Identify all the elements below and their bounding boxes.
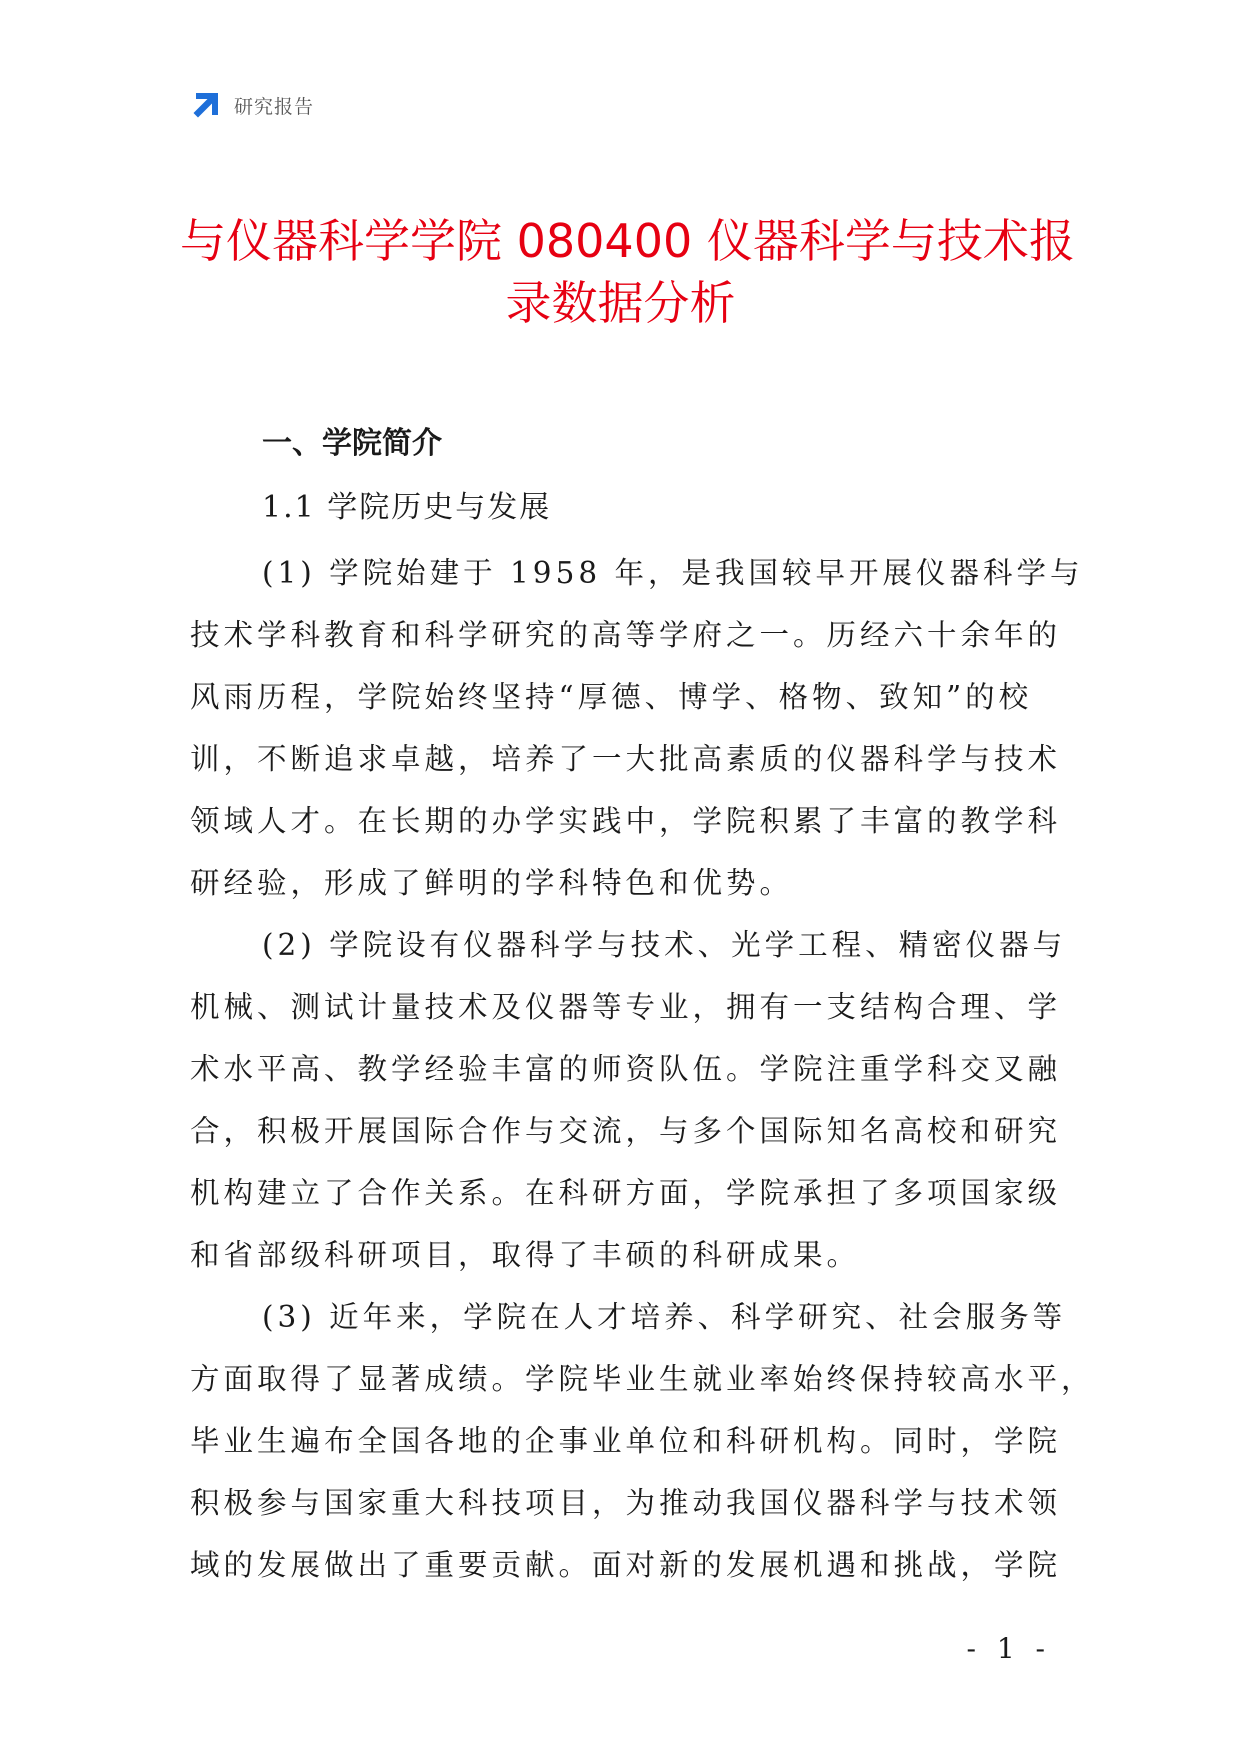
text-line: 领域人才。在长期的办学实践中，学院积累了丰富的教学科 (190, 804, 1062, 838)
title-line: 录数据分析 (505, 276, 736, 330)
text-line: 毕业生遍布全国各地的企事业单位和科研机构。同时，学院 (190, 1424, 1062, 1458)
paragraph-1 (190, 542, 1084, 914)
text-line: (1) 学院始建于 1958 年，是我国较早开展仪器科学与 (262, 556, 1084, 590)
section-heading: 一、学院简介 (262, 426, 442, 461)
text-line: 方面取得了显著成绩。学院毕业生就业率始终保持较高水平， (190, 1362, 1095, 1396)
text-line: 研经验，形成了鲜明的学科特色和优势。 (190, 866, 794, 900)
arrow-logo-icon (190, 89, 222, 121)
title-line: 与仪器科学学院 080400 仪器科学与技术报 (180, 214, 1075, 268)
subsection-heading: 1.1 学院历史与发展 (262, 490, 552, 525)
text-line: 积极参与国家重大科技项目，为推动我国仪器科学与技术领 (190, 1486, 1062, 1520)
text-line: 合，积极开展国际合作与交流，与多个国际知名高校和研究 (190, 1114, 1062, 1148)
text-line: (3) 近年来，学院在人才培养、科学研究、社会服务等 (262, 1300, 1067, 1334)
text-line: 机械、测试计量技术及仪器等专业，拥有一支结构合理、学 (190, 990, 1062, 1024)
text-line: 训，不断追求卓越，培养了一大批高素质的仪器科学与技术 (190, 742, 1062, 776)
header-label: 研究报告 (234, 95, 315, 118)
text-line: 机构建立了合作关系。在科研方面，学院承担了多项国家级 (190, 1176, 1062, 1210)
text-line: (2) 学院设有仪器科学与技术、光学工程、精密仪器与 (262, 928, 1067, 962)
text-line: 风雨历程，学院始终坚持“厚德、博学、格物、致知”的校 (190, 680, 1033, 714)
text-line: 技术学科教育和科学研究的高等学府之一。历经六十余年的 (190, 618, 1062, 652)
paragraph-2 (190, 914, 1067, 1286)
paragraph-3 (190, 1286, 1095, 1596)
text-line: 术水平高、教学经验丰富的师资队伍。学院注重学科交叉融 (190, 1052, 1062, 1086)
document-title (180, 210, 1075, 334)
text-line: 和省部级科研项目，取得了丰硕的科研成果。 (190, 1238, 861, 1272)
page-header (190, 88, 314, 122)
page-number: - 1 - (966, 1632, 1051, 1665)
text-line: 域的发展做出了重要贡献。面对新的发展机遇和挑战，学院 (190, 1548, 1062, 1582)
